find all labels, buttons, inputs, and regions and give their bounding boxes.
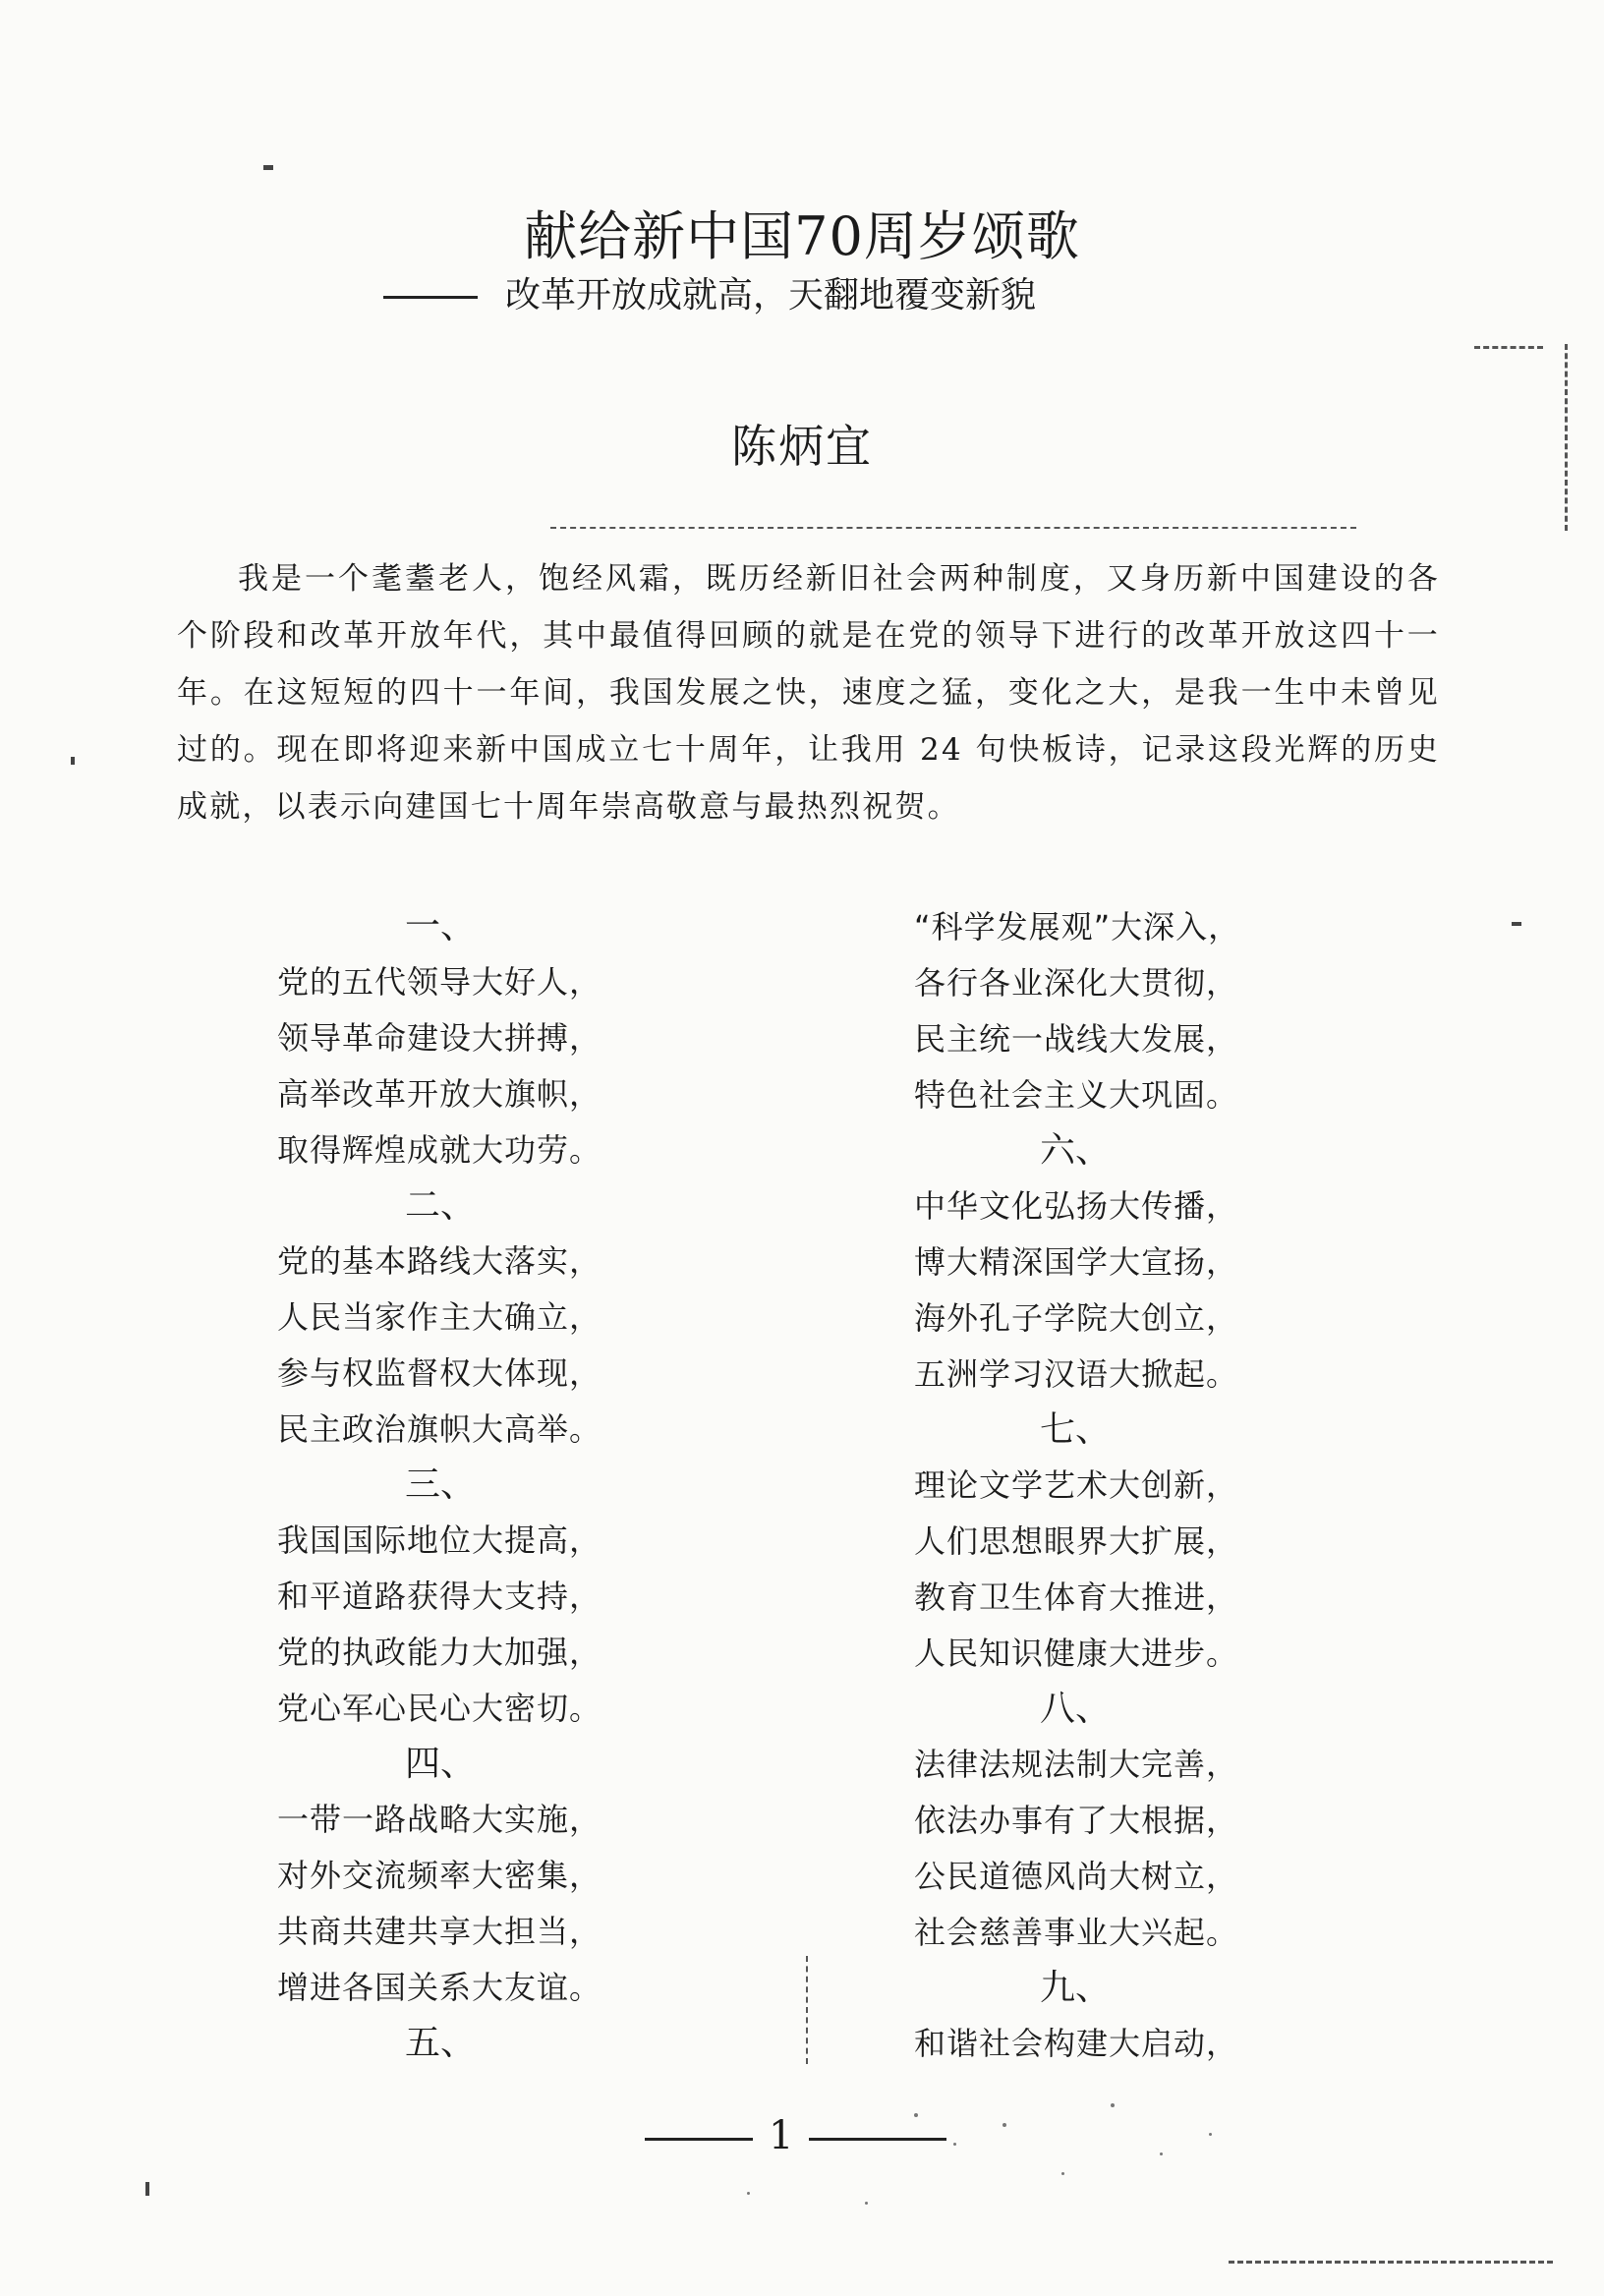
speck: [1160, 2152, 1163, 2155]
poem-line: 人们思想眼界大扩展，: [914, 1522, 1239, 1560]
poem-line: 博大精深国学大宣扬，: [914, 1243, 1239, 1281]
scan-mark-right-margin: [1512, 922, 1521, 926]
stanza-number: 三、: [405, 1464, 477, 1505]
poem-line: 特色社会主义大巩固。: [914, 1076, 1239, 1114]
stanza-number: 四、: [405, 1744, 477, 1784]
page-footer: [629, 2113, 962, 2158]
poem-line: 理论文学艺术大创新，: [914, 1466, 1239, 1504]
poem-line: 中华文化弘扬大传播，: [914, 1187, 1239, 1225]
scan-dashes-bottom-right: [1229, 2261, 1553, 2264]
subtitle-dash: [383, 296, 478, 299]
stanza-number: 八、: [1040, 1689, 1112, 1729]
speck: [1111, 2103, 1115, 2107]
poem-line: 共商共建共享大担当，: [277, 1913, 602, 1950]
poem-line: 人民当家作主大确立，: [277, 1298, 602, 1336]
scan-dashes-intro-top: [550, 527, 1356, 529]
footer-rule-left: [645, 2138, 753, 2141]
poem-line: 取得辉煌成就大功劳。: [277, 1131, 602, 1169]
poem-line: 党的基本路线大落实，: [277, 1242, 602, 1280]
speck: [1209, 2133, 1212, 2136]
speck: [747, 2192, 750, 2195]
right-poem-column: [914, 899, 1268, 2072]
poem-line: 一带一路战略大实施，: [277, 1801, 602, 1838]
poem-line: 党的五代领导大好人，: [277, 963, 602, 1001]
scan-mark-top-left: [263, 165, 273, 170]
poem-line: 五洲学习汉语大掀起。: [914, 1355, 1239, 1393]
stanza-number: 九、: [1040, 1968, 1112, 2008]
poem-line: 公民道德风尚大树立，: [914, 1858, 1239, 1895]
poem-line: 和谐社会构建大启动，: [914, 2025, 1239, 2062]
speck: [1061, 2172, 1064, 2175]
scan-mark-bottom-left: [145, 2182, 149, 2196]
poem-subtitle: [383, 267, 1036, 317]
speck: [1002, 2123, 1006, 2127]
poem-line: 党的执政能力大加强，: [277, 1634, 602, 1671]
stanza-number: 五、: [405, 2023, 477, 2063]
poem-line: 海外孔子学院大创立，: [914, 1299, 1239, 1337]
poem-line: 各行各业深化大贯彻，: [914, 964, 1239, 1002]
poem-line: “科学发展观”大深入，: [914, 908, 1241, 946]
poem-line: 我国国际地位大提高，: [277, 1521, 602, 1559]
poem-line: 教育卫生体育大推进，: [914, 1578, 1239, 1616]
author-name: 陈炳宜: [731, 420, 873, 473]
poem-line: 高举改革开放大旗帜，: [277, 1075, 602, 1113]
intro-paragraph: 我是一个耄耋老人，饱经风霜，既历经新旧社会两种制度，又身历新中国建设的各个阶段和改革开放年代，其中最值得回顾的就是在党的领导下进行的改革开放这四十一年。在这短短的四十一年间，我国发展之快，速度之猛，变化之大，是我一生中未曾见过的。现在即将迎来新中国成立七十周年，让我用 24 句快板诗，记录这段光辉的历史成就，以表示向建国七十周年崇高敬意与最热烈祝贺。: [177, 561, 1440, 825]
stanza-number: 二、: [405, 1185, 477, 1226]
poem-line: 增进各国关系大友谊。: [277, 1969, 602, 2006]
poem-line: 民主政治旗帜大高举。: [277, 1410, 602, 1448]
poem-line: 人民知识健康大进步。: [914, 1635, 1239, 1672]
speck: [865, 2202, 868, 2205]
scan-dashes-top-right: [1474, 346, 1543, 349]
stanza-number: 六、: [1040, 1130, 1112, 1171]
poem-line: 党心军心民心大密切。: [277, 1690, 602, 1727]
subtitle-text: 改革开放成就高，天翻地覆变新貌: [505, 275, 1037, 316]
stanza-number: 一、: [405, 906, 477, 947]
poem-title: 献给新中国70周岁颂歌: [524, 205, 1080, 267]
footer-rule-right: [809, 2138, 946, 2141]
poem-line: 领导革命建设大拼搏，: [277, 1019, 602, 1057]
scan-mark-left-margin: [71, 757, 75, 765]
poem-line: 民主统一战线大发展，: [914, 1020, 1239, 1058]
poem-line: 参与权监督权大体现，: [277, 1354, 602, 1392]
scan-dashes-center-bottom: [806, 1956, 808, 2064]
page-number: 1: [769, 2113, 794, 2158]
poem-line: 对外交流频率大密集，: [277, 1857, 602, 1894]
poem-line: 和平道路获得大支持，: [277, 1578, 602, 1615]
left-poem-column: [277, 899, 631, 2071]
poem-line: 法律法规法制大完善，: [914, 1746, 1239, 1783]
poem-line: 依法办事有了大根据，: [914, 1802, 1239, 1839]
stanza-number: 七、: [1040, 1409, 1112, 1450]
poem-line: 社会慈善事业大兴起。: [914, 1914, 1239, 1951]
